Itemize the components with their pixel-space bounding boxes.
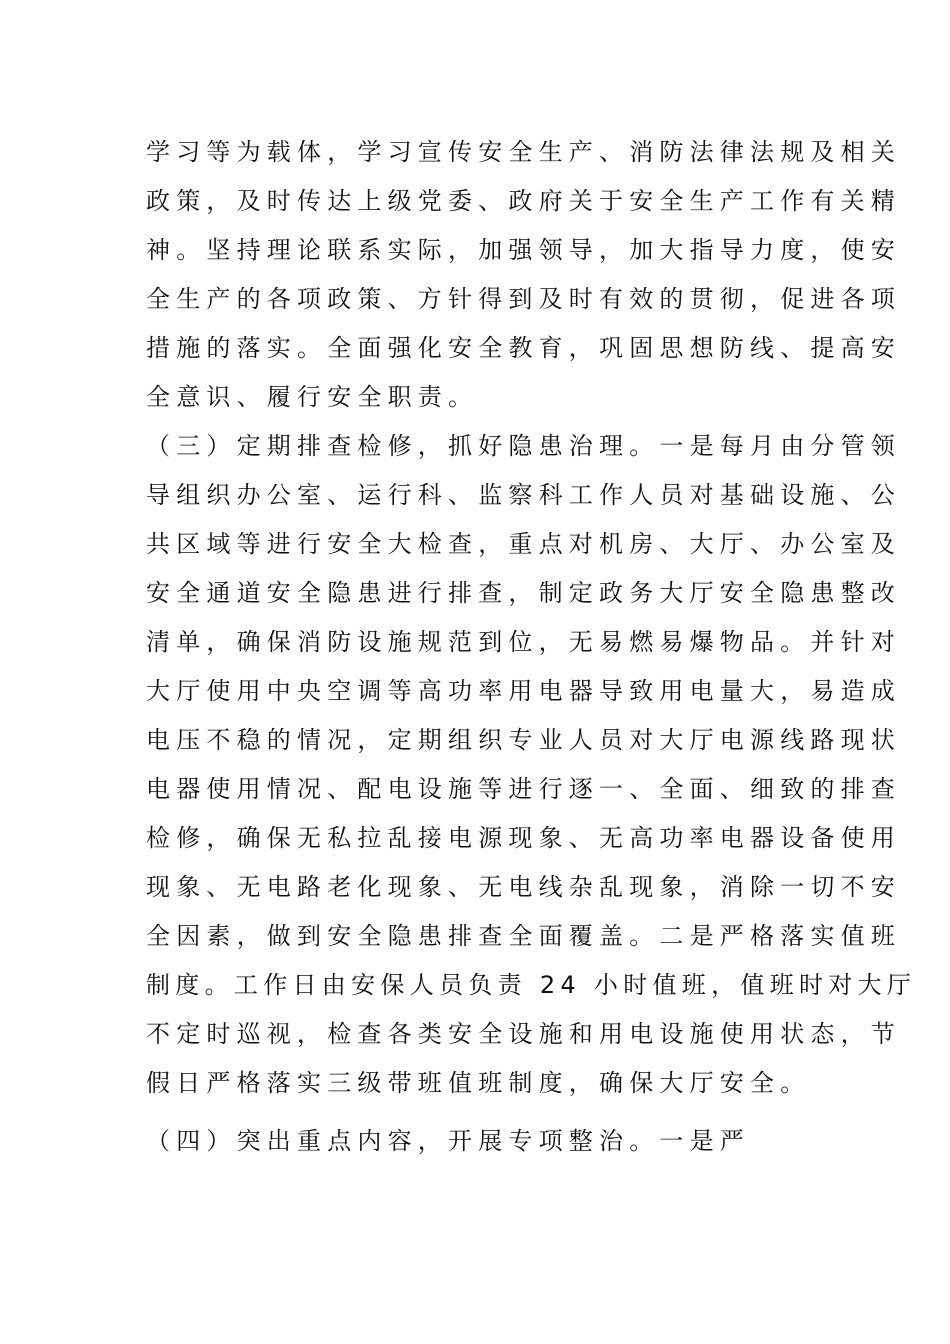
section-heading-3: （三）定期排查检修，抓好隐患治理。一是每月由分管领 xyxy=(146,432,901,460)
text-line: 神。坚持理论联系实际，加强领导，加大指导力度，使安 xyxy=(146,236,901,264)
text-line: 电压不稳的情况，定期组织专业人员对大厅电源线路现状 xyxy=(146,726,901,754)
text-line: 现象、无电路老化现象、无电线杂乱现象，消除一切不安 xyxy=(146,873,901,901)
text-line: 共区域等进行安全大检查，重点对机房、大厅、办公室及 xyxy=(146,530,901,558)
text-line: 导组织办公室、运行科、监察科工作人员对基础设施、公 xyxy=(146,481,901,509)
text-line: 电器使用情况、配电设施等进行逐一、全面、细致的排查 xyxy=(146,775,901,803)
text-line: 政策，及时传达上级党委、政府关于安全生产工作有关精 xyxy=(146,187,901,215)
text-line: 全因素，做到安全隐患排查全面覆盖。二是严格落实值班 xyxy=(146,922,901,950)
text-line: 检修，确保无私拉乱接电源现象、无高功率电器设备使用 xyxy=(146,824,901,852)
text-line: 清单，确保消防设施规范到位，无易燃易爆物品。并针对 xyxy=(146,628,901,656)
text-line: 假日严格落实三级带班值班制度，确保大厅安全。 xyxy=(146,1069,811,1097)
text-line: 措施的落实。全面强化安全教育，巩固思想防线、提高安 xyxy=(146,334,901,362)
text-line: 全生产的各项政策、方针得到及时有效的贯彻，促进各项 xyxy=(146,285,901,313)
text-line: 制度。工作日由安保人员负责 24 小时值班，值班时对大厅 xyxy=(146,971,917,999)
text-line: 大厅使用中央空调等高功率用电器导致用电量大，易造成 xyxy=(146,677,901,705)
text-line: 不定时巡视，检查各类安全设施和用电设施使用状态，节 xyxy=(146,1020,901,1048)
section-heading-4: （四）突出重点内容，开展专项整治。一是严 xyxy=(146,1127,750,1155)
text-line: 全意识、履行安全职责。 xyxy=(146,383,479,411)
text-line: 安全通道安全隐患进行排查，制定政务大厅安全隐患整改 xyxy=(146,579,901,607)
text-line: 学习等为载体，学习宣传安全生产、消防法律法规及相关 xyxy=(146,138,901,166)
